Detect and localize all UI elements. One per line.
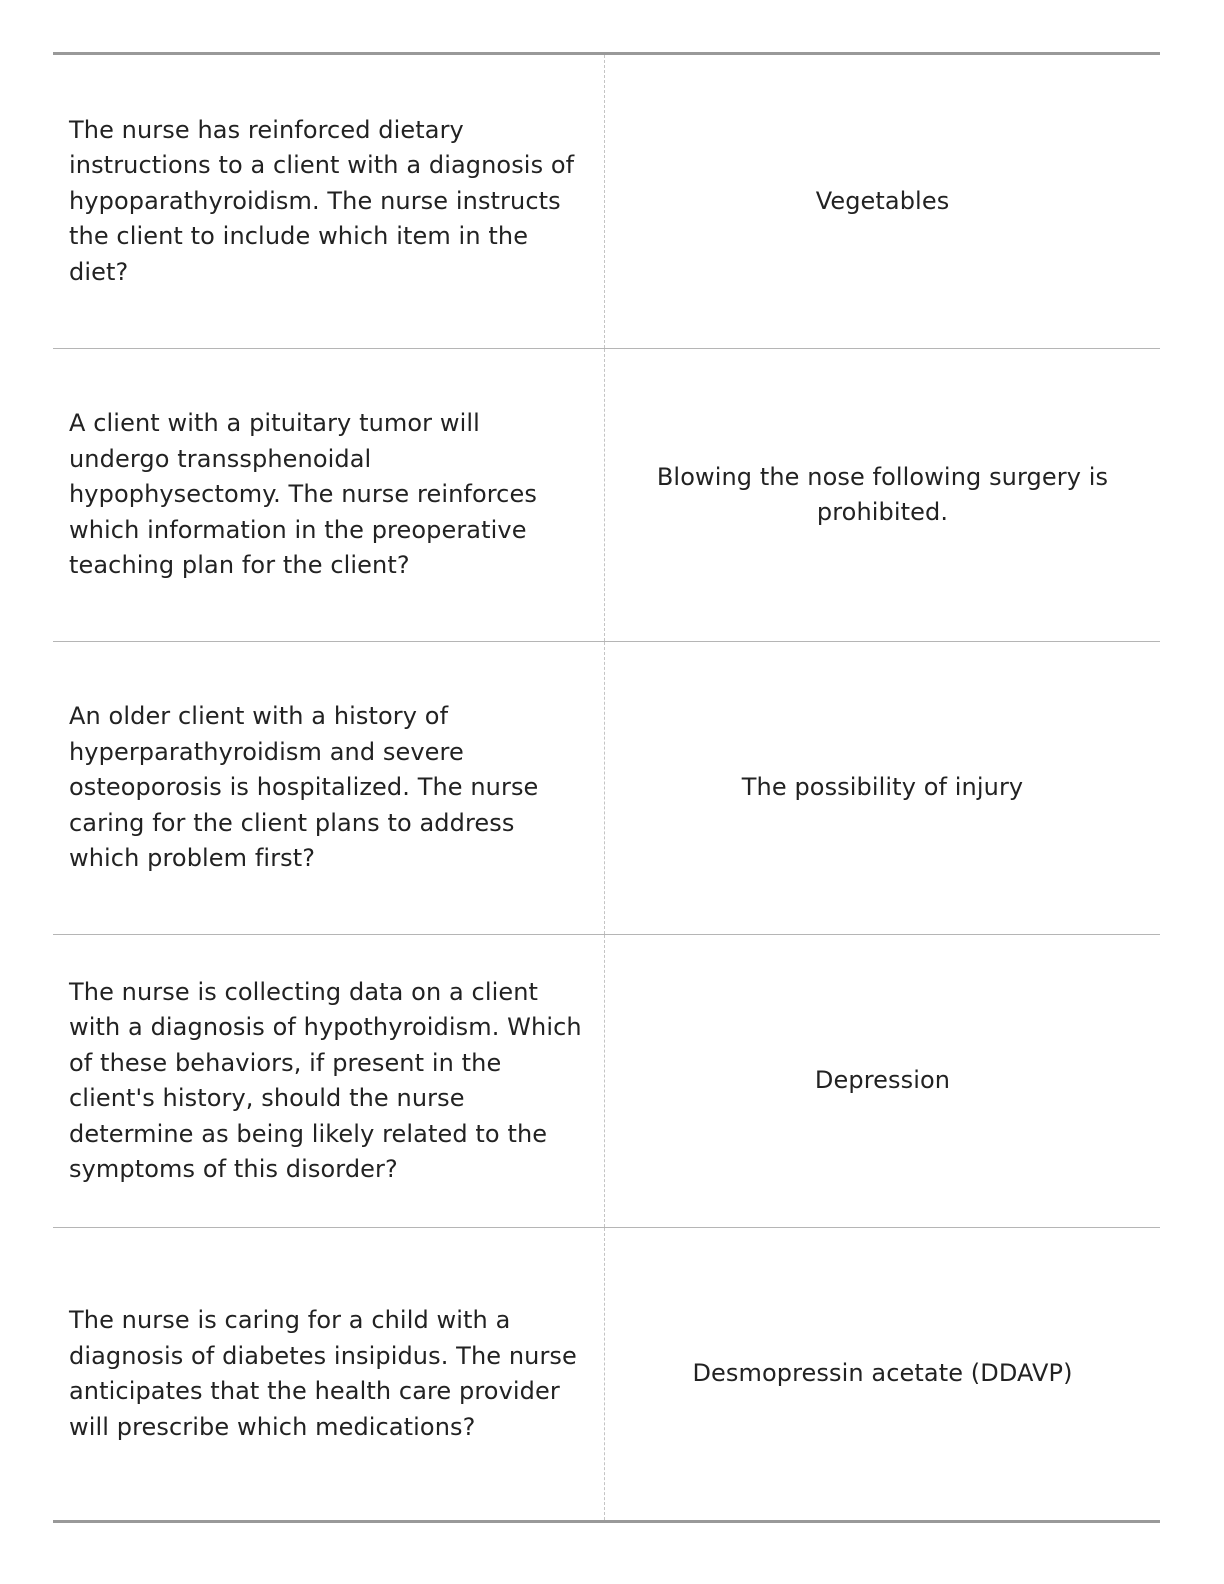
answer-text: Blowing the nose following surgery is prohibited. [656,462,1109,526]
flashcard-row-1 [53,55,1160,348]
question-text: The nurse is collecting data on a client with a diagnosis of hypothyroidism. Which of these behaviors, if present in the client's history, should the nurse determine as being likely related to the symptoms of this disorder? [69,977,582,1183]
answer-text: Vegetables [815,186,950,215]
answer-cell [605,55,1160,348]
answer-text: Depression [814,1066,951,1095]
question-cell [53,1228,605,1520]
question-cell [53,55,605,348]
question-cell [53,642,605,934]
flashcard-row-3 [53,641,1160,934]
answer-cell [605,1228,1160,1520]
flashcard-row-4 [53,934,1160,1227]
answer-cell [605,642,1160,934]
answer-cell [605,349,1160,641]
flashcard-sheet [53,52,1160,1523]
question-text: An older client with a history of hyperparathyroidism and severe osteoporosis is hospitalized. The nurse caring for the client plans to address which problem first? [69,702,539,873]
question-text: The nurse is caring for a child with a diagnosis of diabetes insipidus. The nurse anticipates that the health care provider will prescribe which medications? [69,1306,577,1441]
question-text: The nurse has reinforced dietary instructions to a client with a diagnosis of hypoparathyroidism. The nurse instructs the client to include which item in the diet? [69,115,575,286]
flashcard-row-5 [53,1227,1160,1520]
answer-cell [605,935,1160,1227]
answer-text: Desmopressin acetate (DDAVP) [692,1359,1073,1388]
question-text: A client with a pituitary tumor will undergo transsphenoidal hypophysectomy. The nurse reinforces which information in the preoperative teaching plan for the client? [69,409,537,580]
question-cell [53,935,605,1227]
answer-text: The possibility of injury [741,773,1024,802]
flashcard-row-2 [53,348,1160,641]
question-cell [53,349,605,641]
